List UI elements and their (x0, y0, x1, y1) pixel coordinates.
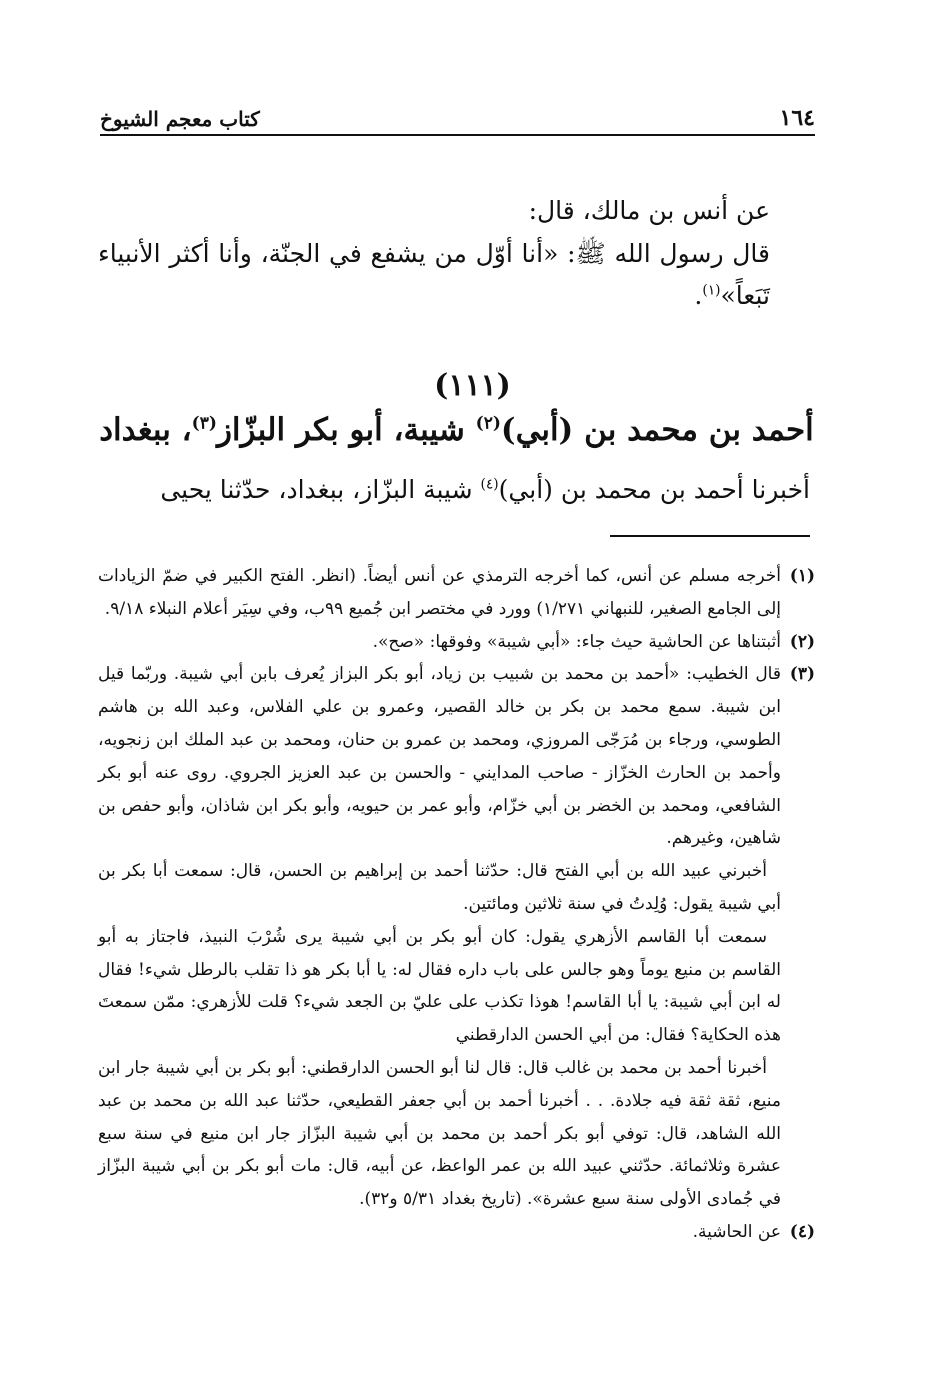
running-title: كتاب معجم الشيوخ (100, 107, 260, 131)
footnote-2 (98, 626, 815, 659)
footnote-ref-4: (٤) (480, 476, 499, 493)
footnote-paragraph: أخبرني عبيد الله بن أبي الفتح قال: حدّثنا أحمد بن إبراهيم بن الحسن، قال: سمعت أبا بكر بن أبي شيبة يقول: وُلِدتُ في سنة ثلاثين ومائتين. (98, 861, 781, 914)
footnote-body (98, 560, 781, 626)
hadith-matn (98, 233, 810, 318)
footnote-ref-2: (٢) (475, 413, 501, 434)
footnotes (98, 560, 815, 1249)
page-header (100, 100, 815, 136)
hadith-matn-end: . (694, 281, 703, 310)
footnote-1 (98, 560, 815, 626)
footnote-number: (٣) (789, 664, 815, 685)
entry-title-part-a: أحمد بن محمد بن (أبي) (500, 412, 814, 448)
entry-title (98, 412, 815, 448)
footnote-ref-3: (٣) (191, 413, 217, 434)
hadith-matn-text: قال رسول الله ﷺ: «أنا أوّل من يشفع في الجنّة، وأنا أكثر الأنبياء تَبَعاً» (98, 238, 770, 310)
footnote-number: (٢) (789, 631, 815, 652)
footnote-paragraph: أثبتناها عن الحاشية حيث جاء: «أبي شيبة» وفوقها: «صح». (372, 631, 781, 652)
footnote-4 (98, 1216, 815, 1249)
footnote-body (98, 658, 781, 1216)
footnote-number: (١) (789, 566, 815, 586)
entry-body-part-a: أخبرنا أحمد بن محمد بن (أبي) (498, 475, 810, 504)
footnote-divider (610, 535, 810, 537)
footnote-paragraph: أخبرنا أحمد بن محمد بن غالب قال: قال لنا أبو الحسن الدارقطني: أبو بكر بن أبي شيبة جار ابن منيع، ثقة ثقة فيه جلادة. . . أخبرنا أحمد بن أبي جعفر القطيعي، حدّثنا عبد الله بن محمد بن عبد الله الشاهد، قال: توفي أبو بكر أحمد بن محمد بن أبي شيبة البزّاز جار ابن منيع في سنة سبع عشرة وثلاثمائة. حدّثني عبيد الله بن عمر الواعظ، عن أبيه، قال: مات أبو بكر بن أبي شيبة البزّاز في جُمادى الأولى سنة سبع عشرة». (تاريخ بغداد ٥/٣١ و٣٢). (98, 1057, 781, 1210)
entry-number: (١١١) (434, 368, 511, 403)
hadith-text (98, 190, 810, 318)
footnote-body (98, 1216, 781, 1249)
footnote-paragraph: قال الخطيب: «أحمد بن محمد بن شبيب بن زياد، أبو بكر البزاز يُعرف بابن أبي شيبة. وربّما قيل ابن شيبة. سمع محمد بن بكر بن خالد القصير، وعمرو بن علي الفلاس، وعبد الله بن هاشم الطوسي، ورجاء بن مُرَجّى المروزي، ومحمد بن عمرو بن حنان، ومحمد بن عبد الملك ابن زنجويه، وأحمد بن الحارث الخزّاز - صاحب المدايني - والحسن بن عبد العزيز الجروي. روى عنه أبو بكر الشافعي، ومحمد بن الخضر بن أبي خزّام، وأبو عمر بن حيويه، وأبو بكر ابن شاذان، وأبو حفص بن شاهين، وغيرهم. (98, 664, 781, 849)
page-number: ١٦٤ (779, 105, 815, 131)
footnote-ref-1: (١) (702, 282, 721, 299)
entry-body (98, 470, 810, 510)
footnote-3 (98, 658, 815, 1216)
footnote-paragraph: أخرجه مسلم عن أنس، كما أخرجه الترمذي عن أنس أيضاً. (انظر. الفتح الكبير في ضمّ الزيادات إلى الجامع الصغير، للنبهاني ١/٢٧١) وورد في مختصر ابن جُميع ٩٩ب، وفي سِيَر أعلام النبلاء ٩/١٨. (98, 566, 781, 619)
footnote-number: (٤) (789, 1221, 815, 1242)
entry-title-part-b: شيبة، أبو بكر البزّاز (216, 412, 476, 448)
narration-chain: عن أنس بن مالك، قال: (528, 196, 770, 225)
entry-title-part-c: ، ببغداد (99, 412, 192, 448)
footnote-body (98, 626, 781, 659)
entry-body-part-b: شيبة البزّاز، ببغداد، حدّثنا يحيى (160, 475, 481, 504)
footnote-paragraph: سمعت أبا القاسم الأزهري يقول: كان أبو بكر بن أبي شيبة يرى شُرْبَ النبيذ، فاجتاز به أبو القاسم بن منيع يوماً وهو جالس على باب داره فقال له: يا أبا بكر هو ذا تقلب بالرطل شيء! فقال له ابن أبي شيبة: يا أبا القاسم! هوذا تكذب على عليّ بن الجعد شيء؟ قلت للأزهري: ممّن سمعتَ هذه الحكاية؟ فقال: من أبي الحسن الدارقطني (98, 926, 781, 1046)
footnote-paragraph: عن الحاشية. (692, 1221, 781, 1242)
